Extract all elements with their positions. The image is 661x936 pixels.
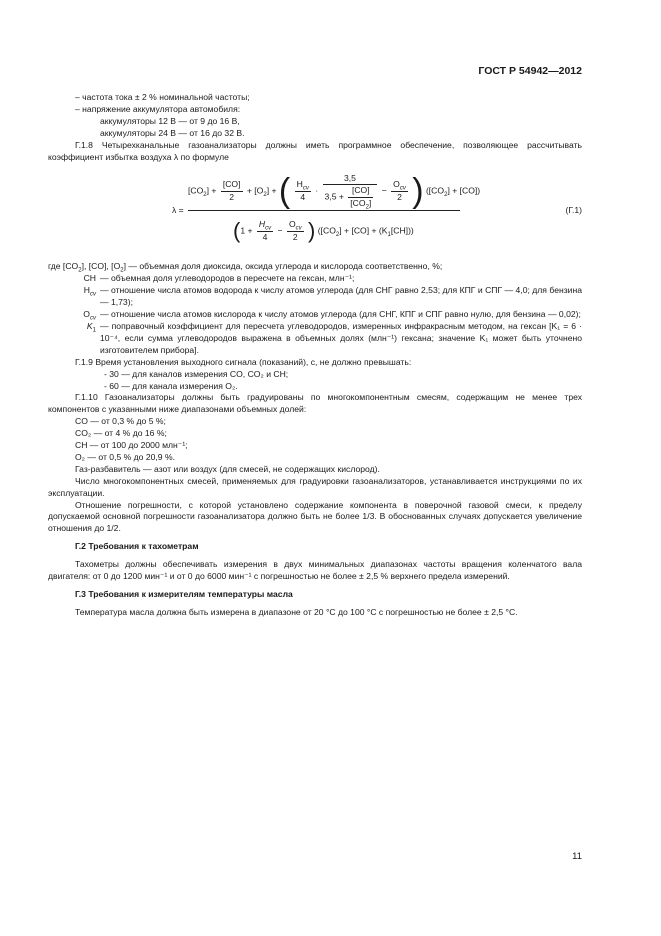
error-ratio: Отношение погрешности, с которой установлено содержание компонента в поверочной газовой смеси, к пределу допускаемой основной погрешности газоанализатора должно быть не более 1/3. В обоснованных случаях допускается увеличение отношения до 1/2. [48,499,582,534]
range-item: O₂ — от 0,5 % до 20,9 %. [75,451,175,462]
range-item: CO — от 0,3 % до 5 %; [75,416,166,427]
formula-numerator: $[CO_2]$ + $\frac{[CO]}{2}$ + $[O_2]$ + ( $\frac{H_{cv}}{4}$ · 3,5 3,5 + $\frac{[CO]}{[CO_2]}$ − $\frac{O_{cv}}{2}$ ) $([CO_2] + [CO])$ [188,172,481,212]
list-item: - 60 — для канала измерения O₂. [104,380,238,391]
fraction-bar [188,210,460,211]
list-item: – частота тока ± 2 % номинальной частоты; [75,92,250,102]
page-body [48,92,582,619]
clause-g19: Г.1.9 Время установления выходного сигнала (показаний), с, не должно превышать: [75,356,412,367]
equation-number: (Г.1) [565,205,582,216]
mix-count: Число многокомпонентных смесей, применяемых для градуировки газоанализаторов, устанавливается инструкциями по их эксплуатации. [48,475,582,498]
battery-item: аккумуляторы 24 В — от 16 до 32 В. [100,127,245,138]
section-text-g3: Температура масла должна быть измерена в диапазоне от 20 °С до 100 °С с погрешностью не более ± 2,5 °С. [75,606,518,617]
formula-denominator: (1 + $\frac{H_{cv}}{4}$ − $\frac{O_{cv}}{2}$ ) $([CO_2] + [CO] + (K_1[CH]))$ [233,218,414,244]
gas-diluent: Газ-разбавитель — азот или воздух (для смесей, не содержащих кислород). [75,463,380,474]
definition-ocv: $O_{cv}$ — отношение числа атомов кислорода к числу атомов углерода (для СНГ, КПГ и СПГ равно нулю, для бензина — 0,02); [83,309,581,322]
section-title-g2: Г.2 Требования к тахометрам [75,541,199,552]
formula-g1 [48,167,582,259]
clause-g18: Г.1.8 Четырехканальные газоанализаторы должны иметь программное обеспечение, позволяющее рассчитывать коэффициент избытка воздуха λ по формуле [48,139,582,162]
definition-k1: $K_1$ — поправочный коэффициент для пересчета углеводородов, измеренных инфракрасным методом, на гексан [K₁ = 6 · 10⁻⁴, если сумма углеводородов выражена в объемных долях (млн⁻¹) гексана; значение K₁ может быть уточнено изготовителем прибора]. [86,320,582,355]
range-item: CO₂ — от 4 % до 16 %; [75,428,167,439]
document-id: ГОСТ Р 54942—2012 [478,65,582,77]
formula-lambda: λ = [172,205,184,216]
section-title-g3: Г.3 Требования к измерителям температуры масла [75,589,293,599]
range-item: CH — от 100 до 2000 млн⁻¹; [75,440,188,451]
clause-g110: Г.1.10 Газоанализаторы должны быть градуированы по многокомпонентным смесям, содержащим не менее трех компонентов с указанными ниже диапазонами объемных долей: [48,392,582,415]
battery-item: аккумуляторы 12 В — от 9 до 16 В, [100,115,240,126]
definition-ch: CH — объемная доля углеводородов в пересчете на гексан, млн⁻¹; [83,273,355,284]
where-line: где $[CO_2]$, [CO], $[O_2]$ — объемная доля диоксида, оксида углерода и кислорода соответственно, %; [48,261,443,275]
definition-hcv: $H_{cv}$ — отношение числа атомов водорода к числу атомов углерода (для СНГ равно 2,53; для КПГ и СПГ — 4,0; для бензина — 1,73); [83,285,582,308]
section-text-g2: Тахометры должны обеспечивать измерения в двух минимальных диапазонах частоты вращения коленчатого вала двигателя: от 0 до 1200 мин⁻¹ и от 0 до 6000 мин⁻¹ с погрешностью не более ± 2,5 % верхнего предела измерений. [48,559,582,582]
page-number: 11 [572,851,582,862]
list-item: – напряжение аккумулятора автомобиля: [75,103,241,114]
list-item: - 30 — для каналов измерения CO, CO₂ и CH; [104,368,289,379]
